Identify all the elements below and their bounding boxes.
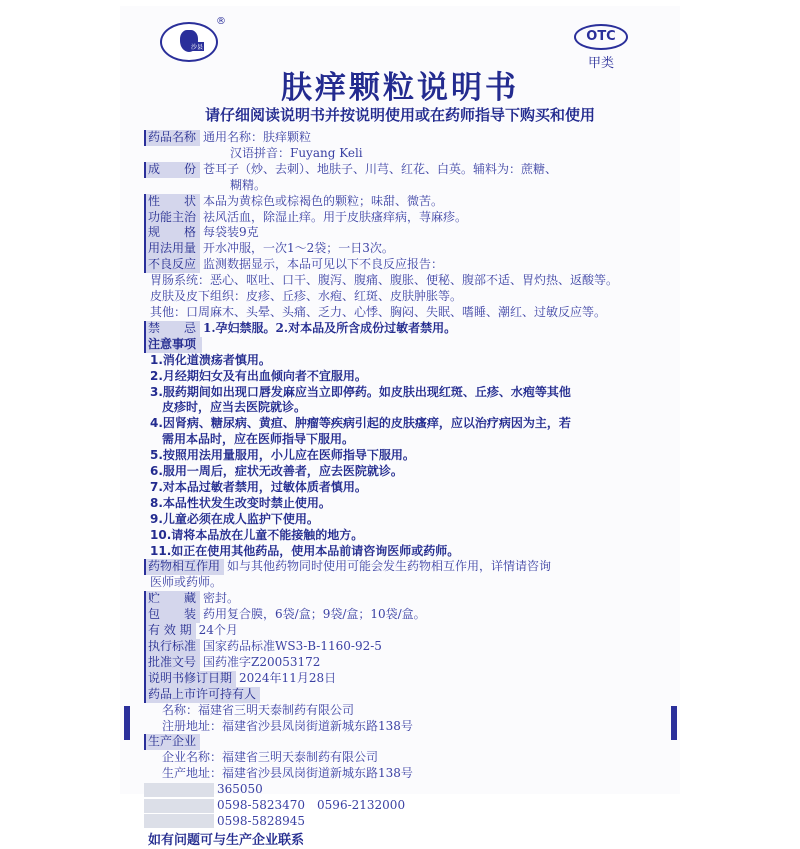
notes-text: 7.对本品过敏者禁用，过敏体质者慎用。	[150, 479, 367, 494]
approval-label: 批准文号	[144, 655, 200, 671]
adverse-label: 不良反应	[144, 257, 200, 273]
holder-name: 名称：福建省三明天泰制药有限公司	[162, 702, 355, 717]
notes-item	[144, 480, 664, 496]
manufacturer-name-row	[144, 750, 664, 766]
leaflet-content	[144, 130, 664, 849]
redacted-label	[144, 783, 214, 797]
interaction-row	[144, 559, 664, 575]
spec-label: 规 格	[144, 225, 200, 241]
notes-text: 11.如正在使用其他药品，使用本品前请咨询医师或药师。	[150, 543, 460, 558]
notes-item	[144, 448, 664, 464]
function-row	[144, 210, 664, 226]
fax-value: 0598-5828945	[217, 813, 306, 828]
notes-text: 3.服药期间如出现口唇发麻应当立即停药。如皮肤出现红斑、丘疹、水疱等其他	[150, 384, 571, 399]
notes-item	[144, 353, 664, 369]
function-value: 祛风活血，除湿止痒。用于皮肤瘙痒病，荨麻疹。	[203, 209, 468, 224]
manufacturer-address: 生产地址：福建省沙县凤岗街道新城东路138号	[162, 766, 413, 781]
revised-label: 说明书修订日期	[144, 671, 236, 687]
package-value: 药用复合膜，6袋/盒；9袋/盒；10袋/盒。	[203, 607, 426, 622]
holder-label: 药品上市许可持有人	[144, 687, 260, 703]
notes-item	[144, 512, 664, 528]
ingredients-value-2: 糊精。	[230, 177, 267, 192]
notes-item	[144, 369, 664, 385]
notes-label: 注意事项	[144, 337, 202, 353]
redacted-label	[144, 814, 214, 828]
drug-name-label: 药品名称	[144, 130, 200, 146]
postcode-row	[144, 782, 664, 798]
notes-text: 9.儿童必须在成人监护下使用。	[150, 511, 319, 526]
otc-class: 甲类	[588, 56, 615, 71]
notes-text: 8.本品性状发生改变时禁止使用。	[150, 495, 331, 510]
interaction-row-2	[144, 575, 664, 591]
standard-row	[144, 639, 664, 655]
adverse-skin: 皮肤及皮下组织：皮疹、丘疹、水疱、红斑、皮肤肿胀等。	[150, 289, 463, 304]
notes-text: 6.服用一周后，症状无改善者，应去医院就诊。	[150, 464, 403, 479]
usage-label: 用法用量	[144, 241, 200, 257]
notes-item	[144, 464, 664, 480]
phone-value: 0598-5823470 0596-2132000	[217, 798, 406, 813]
spec-row	[144, 225, 664, 241]
package-row	[144, 607, 664, 623]
interaction-label: 药物相互作用	[144, 559, 224, 575]
interaction-value-2: 医师或药师。	[150, 575, 223, 590]
validity-label: 有 效 期	[144, 623, 196, 639]
notes-text: 10.请将本品放在儿童不能接触的地方。	[150, 527, 364, 542]
document-title: 肤痒颗粒说明书	[281, 70, 519, 106]
contra-value: 1.孕妇禁服。2.对本品及所含成份过敏者禁用。	[203, 320, 457, 335]
notes-text: 4.因肾病、糖尿病、黄疸、肿瘤等疾病引起的皮肤瘙痒，应以治疗病因为主，若	[150, 416, 571, 431]
revised-row	[144, 671, 664, 687]
contact-footer: 如有问题可与生产企业联系	[148, 832, 305, 848]
manufacturer-row	[144, 734, 664, 750]
notes-text: 2.月经期妇女及有出血倾向者不宜服用。	[150, 368, 367, 383]
adverse-other: 其他：口周麻木、头晕、头痛、乏力、心悸、胸闷、失眠、嗜睡、潮红、过敏反应等。	[150, 304, 607, 319]
property-label: 性 状	[144, 194, 200, 210]
package-label: 包 装	[144, 607, 200, 623]
fold-mark-left	[124, 706, 130, 740]
contra-label: 禁 忌	[144, 321, 200, 337]
redacted-label	[144, 799, 214, 813]
approval-row	[144, 655, 664, 671]
property-row	[144, 194, 664, 210]
manufacturer-address-row	[144, 766, 664, 782]
adverse-gi: 胃肠系统：恶心、呕吐、口干、腹泻、腹痛、腹胀、便秘、腹部不适、胃灼热、返酸等。	[150, 273, 619, 288]
storage-row	[144, 591, 664, 607]
usage-row	[144, 241, 664, 257]
validity-value: 24个月	[198, 623, 238, 638]
storage-label: 贮 藏	[144, 591, 200, 607]
notes-text: 1.消化道溃疡者慎用。	[150, 352, 271, 367]
document-subtitle: 请仔细阅读说明书并按说明使用或在药师指导下购买和使用	[204, 106, 595, 124]
ingredients-row	[144, 162, 664, 178]
phone-row	[144, 798, 664, 814]
brand-logo	[160, 22, 218, 62]
notes-item	[144, 528, 664, 544]
interaction-value: 如与其他药物同时使用可能会发生药物相互作用，详情请咨询	[227, 559, 552, 574]
storage-value: 密封。	[203, 591, 240, 606]
validity-row	[144, 623, 664, 639]
notes-text: 5.按照用法用量服用，小儿应在医师指导下服用。	[150, 448, 415, 463]
revised-value: 2024年11月28日	[239, 670, 337, 685]
notes-item	[144, 432, 664, 448]
notes-text: 皮疹时，应当去医院就诊。	[162, 400, 307, 415]
notes-item	[144, 416, 664, 432]
drug-name-row	[144, 130, 664, 146]
notes-item	[144, 544, 664, 560]
ingredients-value: 苍耳子（炒、去刺）、地肤子、川芎、红花、白英。辅料为：蔗糖、	[203, 161, 558, 176]
contra-row	[144, 321, 664, 337]
manufacturer-name: 企业名称：福建省三明天泰制药有限公司	[162, 750, 379, 765]
ingredients-label: 成 份	[144, 162, 200, 178]
standard-value: 国家药品标准WS3-B-1160-92-5	[203, 639, 382, 653]
common-name: 通用名称：肤痒颗粒	[203, 130, 312, 144]
notes-item	[144, 385, 664, 401]
otc-badge: OTC	[574, 24, 628, 50]
postcode-value: 365050	[217, 782, 263, 797]
pinyin-row	[144, 146, 664, 162]
holder-address: 注册地址：福建省沙县凤岗街道新城东路138号	[162, 718, 413, 733]
registered-mark: ®	[216, 16, 226, 27]
adverse-other-row	[144, 305, 664, 321]
property-value: 本品为黄棕色或棕褐色的颗粒；味甜、微苦。	[203, 193, 444, 208]
notes-text: 需用本品时，应在医师指导下服用。	[162, 432, 355, 447]
holder-address-row	[144, 719, 664, 735]
standard-label: 执行标准	[144, 639, 200, 655]
pinyin-name: 汉语拼音：Fuyang Keli	[230, 145, 363, 160]
approval-value: 国药准字Z20053172	[203, 654, 321, 669]
fax-row	[144, 814, 664, 830]
logo-tag: 沙县	[191, 44, 204, 51]
holder-row	[144, 687, 664, 703]
fold-mark-right	[671, 706, 677, 740]
holder-name-row	[144, 703, 664, 719]
notes-item	[144, 400, 664, 416]
adverse-gi-row	[144, 273, 664, 289]
function-label: 功能主治	[144, 210, 200, 226]
adverse-skin-row	[144, 289, 664, 305]
manufacturer-label: 生产企业	[144, 734, 200, 750]
usage-value: 开水冲服，一次1～2袋；一日3次。	[203, 241, 394, 256]
notes-item	[144, 496, 664, 512]
adverse-intro: 监测数据显示，本品可见以下不良反应报告：	[203, 257, 444, 272]
adverse-row	[144, 257, 664, 273]
notes-row	[144, 337, 664, 353]
spec-value: 每袋装9克	[203, 225, 259, 240]
ingredients-row-2	[144, 178, 664, 194]
